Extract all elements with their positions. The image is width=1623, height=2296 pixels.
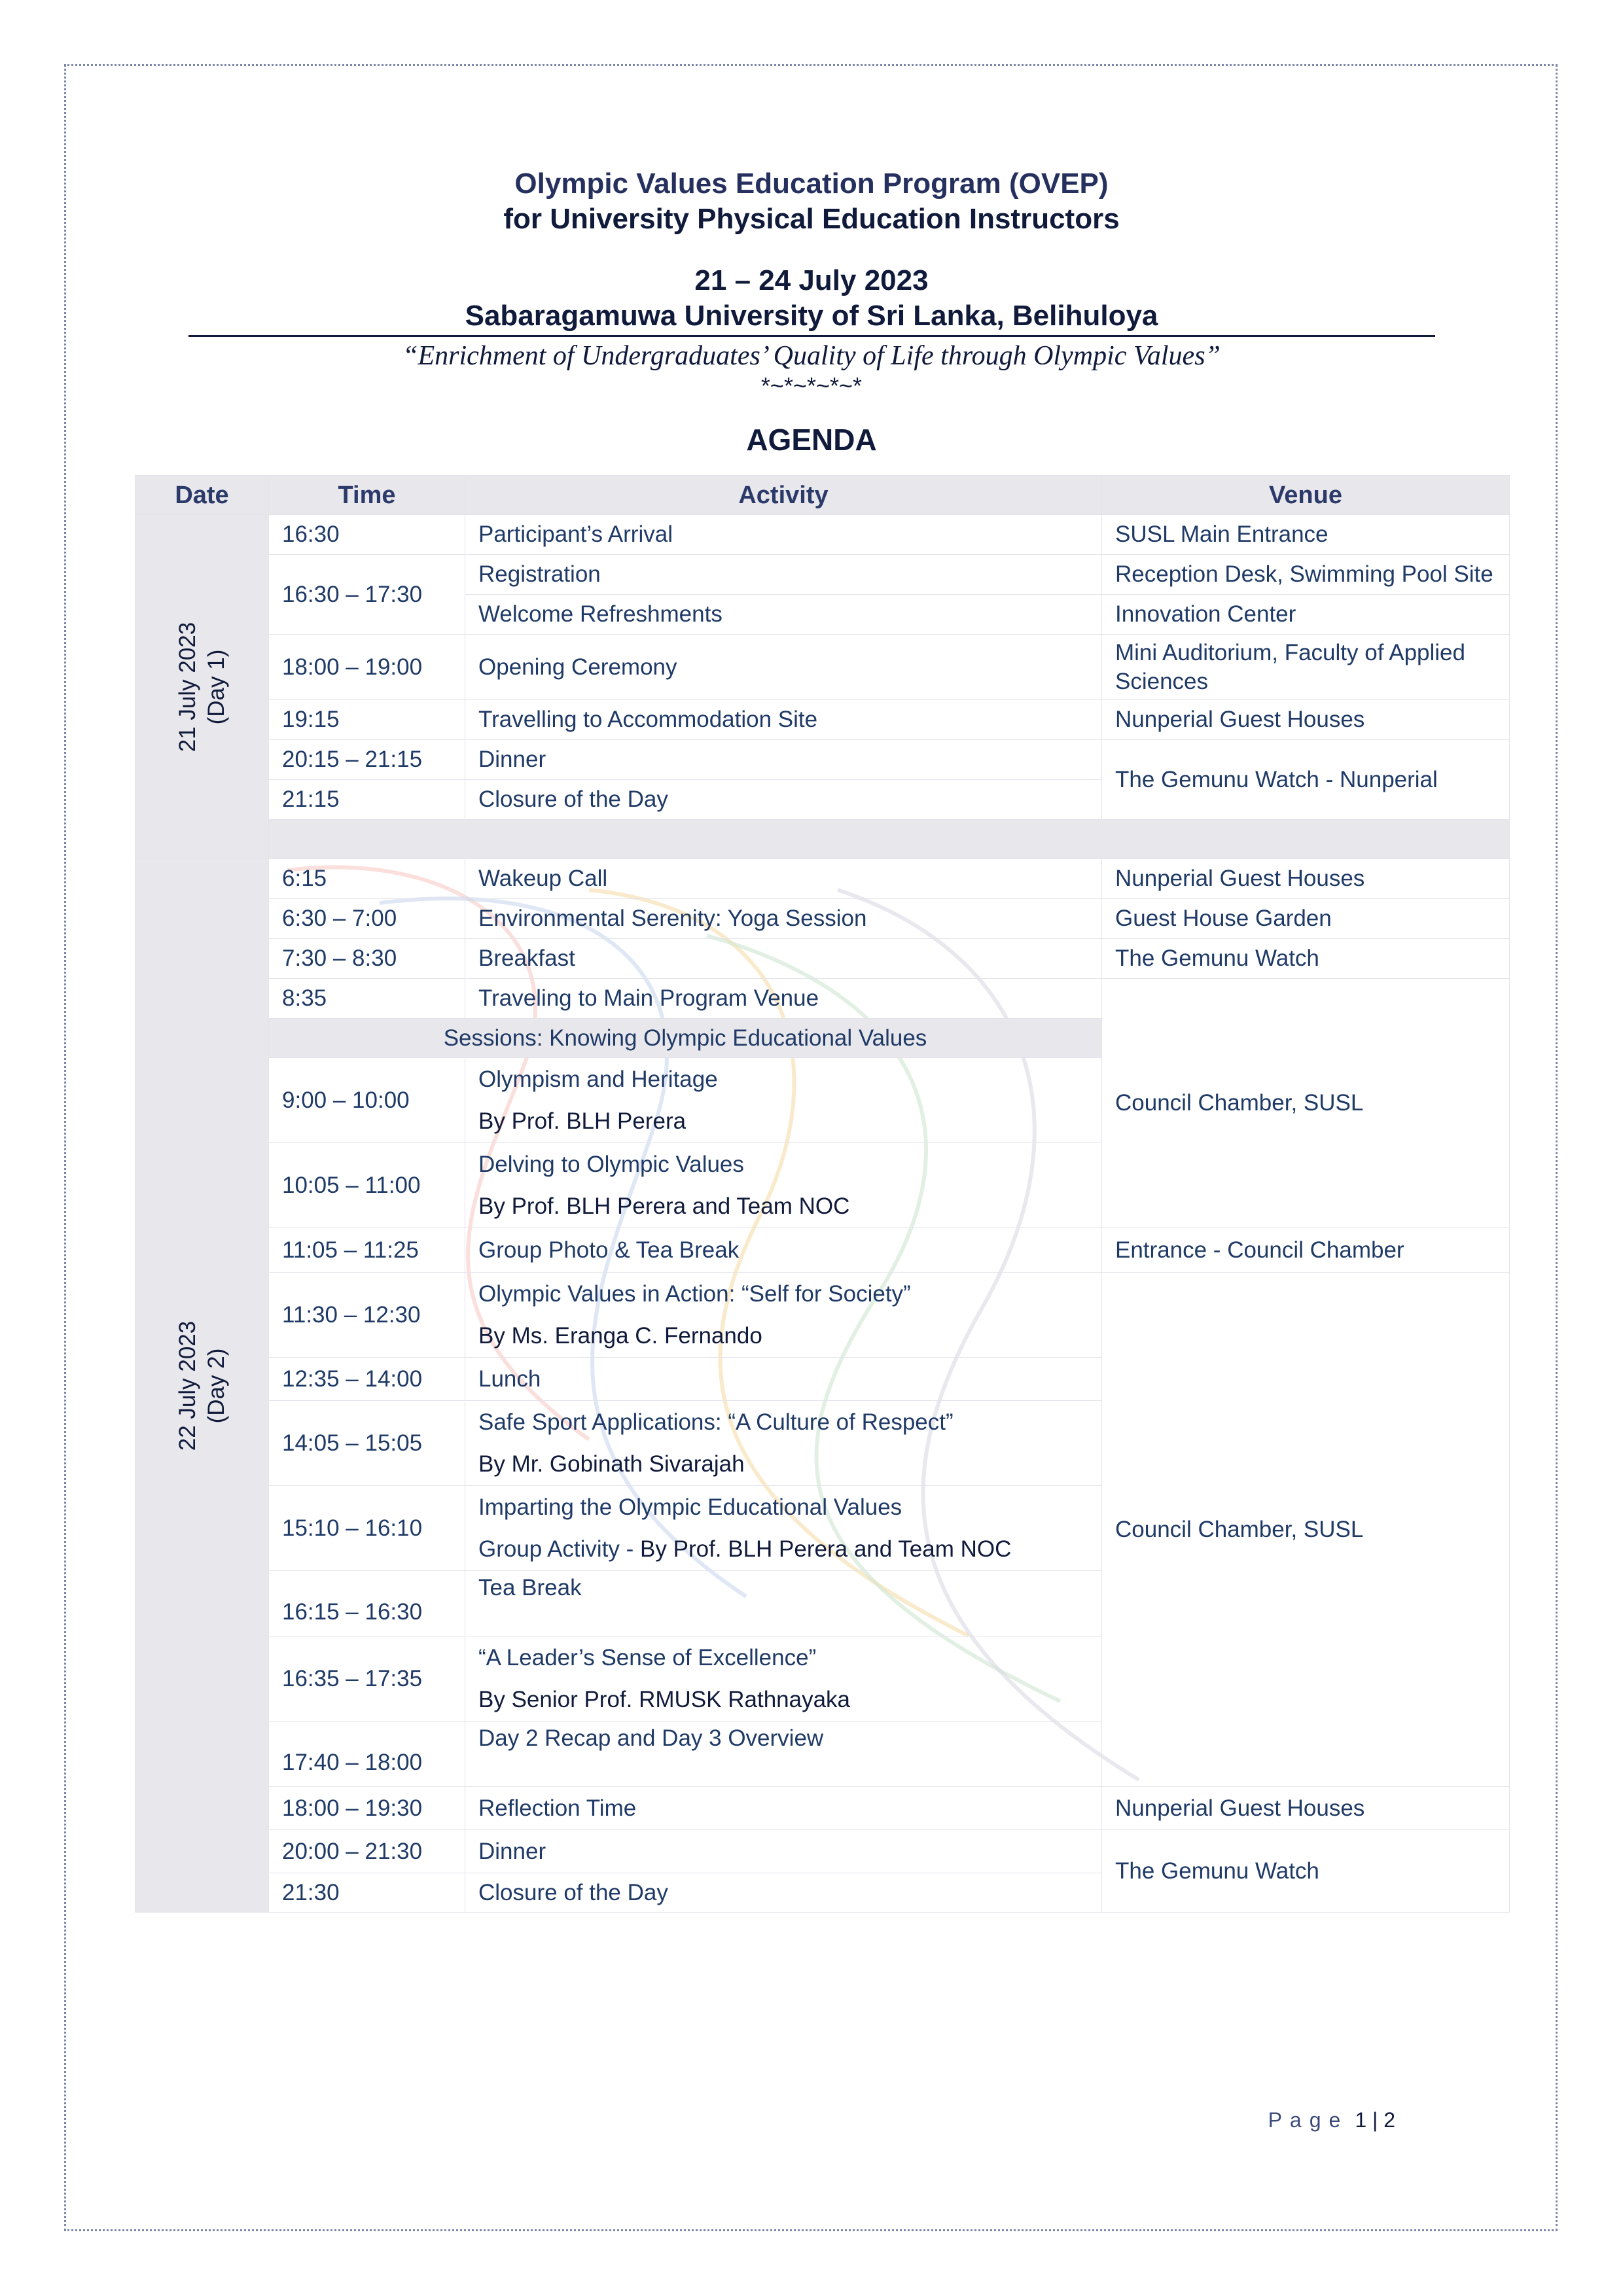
- venue-cell: Nunperial Guest Houses: [1102, 859, 1510, 899]
- header-venue: Venue: [1102, 476, 1510, 515]
- activity-speaker: By Prof. BLH Perera: [478, 1108, 687, 1134]
- activity-cell: [465, 1401, 1102, 1486]
- time-cell: 6:15: [269, 859, 465, 899]
- activity-title: Safe Sport Applications: “A Culture of Respect”: [478, 1409, 954, 1435]
- time-cell: 20:15 – 21:15: [269, 740, 465, 780]
- activity-title: Imparting the Olympic Educational Values: [478, 1494, 902, 1520]
- time-cell: 20:00 – 21:30: [269, 1830, 465, 1873]
- venue-cell: The Gemunu Watch: [1102, 1830, 1510, 1913]
- day-separator: [269, 820, 1510, 859]
- program-title: Olympic Values Education Program (OVEP): [514, 168, 1109, 200]
- activity-cell: Dinner: [465, 1830, 1102, 1873]
- time-cell: 19:15: [269, 700, 465, 740]
- venue-cell: Mini Auditorium, Faculty of Applied Sciences: [1102, 635, 1510, 700]
- time-cell: 7:30 – 8:30: [269, 939, 465, 979]
- activity-cell: Breakfast: [465, 939, 1102, 979]
- ornament-stars: *~*~*~*~*: [760, 372, 863, 399]
- time-cell: 12:35 – 14:00: [269, 1358, 465, 1401]
- time-cell: 16:15 – 16:30: [269, 1571, 465, 1636]
- activity-title: Delving to Olympic Values: [478, 1151, 744, 1177]
- activity-second-line: [478, 1535, 1088, 1564]
- time-cell: 18:00 – 19:00: [269, 635, 465, 700]
- activity-cell: Lunch: [465, 1358, 1102, 1401]
- table-row: [135, 899, 1510, 939]
- activity-cell: Registration: [465, 555, 1102, 595]
- venue-cell: Nunperial Guest Houses: [1102, 700, 1510, 740]
- activity-cell: [465, 1486, 1102, 1571]
- program-motto: “Enrichment of Undergraduates’ Quality of Life through Olympic Values”: [402, 341, 1221, 371]
- table-row: [135, 740, 1510, 780]
- table-row: [135, 700, 1510, 740]
- activity-cell: Reflection Time: [465, 1787, 1102, 1830]
- time-cell: 16:30: [269, 515, 465, 555]
- activity-cell: [465, 1058, 1102, 1143]
- activity-cell: Opening Ceremony: [465, 635, 1102, 700]
- program-subtitle: for University Physical Education Instructors: [503, 203, 1120, 235]
- venue-cell: Nunperial Guest Houses: [1102, 1787, 1510, 1830]
- activity-cell: Closure of the Day: [465, 1873, 1102, 1913]
- venue-cell: Council Chamber, SUSL: [1102, 979, 1510, 1228]
- table-row: [135, 555, 1510, 595]
- agenda-heading: AGENDA: [746, 423, 877, 457]
- table-row: [135, 635, 1510, 700]
- activity-cell: Participant’s Arrival: [465, 515, 1102, 555]
- activity-cell: Group Photo & Tea Break: [465, 1228, 1102, 1273]
- venue-cell: Innovation Center: [1102, 595, 1510, 635]
- day1-date-label: [173, 622, 231, 751]
- activity-cell: Welcome Refreshments: [465, 595, 1102, 635]
- venue-cell: The Gemunu Watch - Nunperial: [1102, 740, 1510, 820]
- activity-cell: Tea Break: [465, 1571, 1102, 1636]
- activity-cell: Traveling to Main Program Venue: [465, 979, 1102, 1019]
- header-date: Date: [135, 476, 269, 515]
- activity-speaker: By Ms. Eranga C. Fernando: [478, 1322, 762, 1349]
- venue-cell: SUSL Main Entrance: [1102, 515, 1510, 555]
- activity-cell: [465, 1636, 1102, 1722]
- day1-date-cell: [135, 515, 269, 859]
- time-cell: 21:15: [269, 780, 465, 820]
- day2-day: (Day 2): [203, 1348, 229, 1423]
- day2-date-label: [173, 1320, 231, 1450]
- table-row: [135, 1787, 1510, 1830]
- activity-cell: [465, 1143, 1102, 1228]
- agenda-table: [135, 475, 1510, 1913]
- activity-cell: [465, 1273, 1102, 1358]
- table-header-row: [135, 476, 1510, 515]
- venue-cell: Entrance - Council Chamber: [1102, 1228, 1510, 1273]
- activity-cell: Dinner: [465, 740, 1102, 780]
- table-row: [135, 1228, 1510, 1273]
- time-cell: 8:35: [269, 979, 465, 1019]
- page-number: 1 | 2: [1355, 2108, 1395, 2132]
- table-row: [135, 979, 1510, 1019]
- time-cell: 9:00 – 10:00: [269, 1058, 465, 1143]
- header-time: Time: [269, 476, 465, 515]
- day1-date: 21 July 2023: [174, 622, 200, 752]
- page-word: Page: [1268, 2108, 1349, 2132]
- day1-day: (Day 1): [203, 649, 229, 724]
- activity-speaker: By Senior Prof. RMUSK Rathnayaka: [478, 1686, 851, 1712]
- table-row: [135, 515, 1510, 555]
- page-footer: [1268, 2108, 1395, 2132]
- time-cell: 17:40 – 18:00: [269, 1722, 465, 1787]
- program-dates: 21 – 24 July 2023: [694, 264, 929, 296]
- activity-title: Olympism and Heritage: [478, 1066, 718, 1092]
- activity-cell: Closure of the Day: [465, 780, 1102, 820]
- time-cell: 16:30 – 17:30: [269, 555, 465, 635]
- table-row: [135, 859, 1510, 899]
- time-cell: 10:05 – 11:00: [269, 1143, 465, 1228]
- time-cell: 6:30 – 7:00: [269, 899, 465, 939]
- venue-cell: Reception Desk, Swimming Pool Site: [1102, 555, 1510, 595]
- activity-cell: Environmental Serenity: Yoga Session: [465, 899, 1102, 939]
- activity-speaker: By Prof. BLH Perera and Team NOC: [640, 1536, 1012, 1562]
- activity-cell: Day 2 Recap and Day 3 Overview: [465, 1722, 1102, 1787]
- program-venue: Sabaragamuwa University of Sri Lanka, Belihuloya: [465, 300, 1158, 332]
- time-cell: 14:05 – 15:05: [269, 1401, 465, 1486]
- header-activity: Activity: [465, 476, 1102, 515]
- table-row: [135, 1830, 1510, 1873]
- time-cell: 18:00 – 19:30: [269, 1787, 465, 1830]
- activity-speaker: By Prof. BLH Perera and Team NOC: [478, 1193, 850, 1219]
- activity-type: Group Activity -: [478, 1536, 641, 1562]
- session-heading: Sessions: Knowing Olympic Educational Values: [269, 1019, 1102, 1058]
- venue-cell: The Gemunu Watch: [1102, 939, 1510, 979]
- day2-date: 22 July 2023: [174, 1320, 200, 1451]
- time-cell: 21:30: [269, 1873, 465, 1913]
- title-divider: [188, 335, 1435, 337]
- activity-title: Olympic Values in Action: “Self for Society”: [478, 1280, 911, 1307]
- time-cell: 11:05 – 11:25: [269, 1228, 465, 1273]
- time-cell: 11:30 – 12:30: [269, 1273, 465, 1358]
- table-row: [135, 939, 1510, 979]
- day2-date-cell: [135, 859, 269, 1913]
- table-row: [135, 1273, 1510, 1358]
- activity-cell: Wakeup Call: [465, 859, 1102, 899]
- time-cell: 16:35 – 17:35: [269, 1636, 465, 1722]
- venue-cell: Guest House Garden: [1102, 899, 1510, 939]
- activity-cell: Travelling to Accommodation Site: [465, 700, 1102, 740]
- activity-speaker: By Mr. Gobinath Sivarajah: [478, 1451, 745, 1477]
- time-cell: 15:10 – 16:10: [269, 1486, 465, 1571]
- activity-title: “A Leader’s Sense of Excellence”: [478, 1644, 817, 1670]
- venue-cell: Council Chamber, SUSL: [1102, 1273, 1510, 1787]
- day-separator-row: [135, 820, 1510, 859]
